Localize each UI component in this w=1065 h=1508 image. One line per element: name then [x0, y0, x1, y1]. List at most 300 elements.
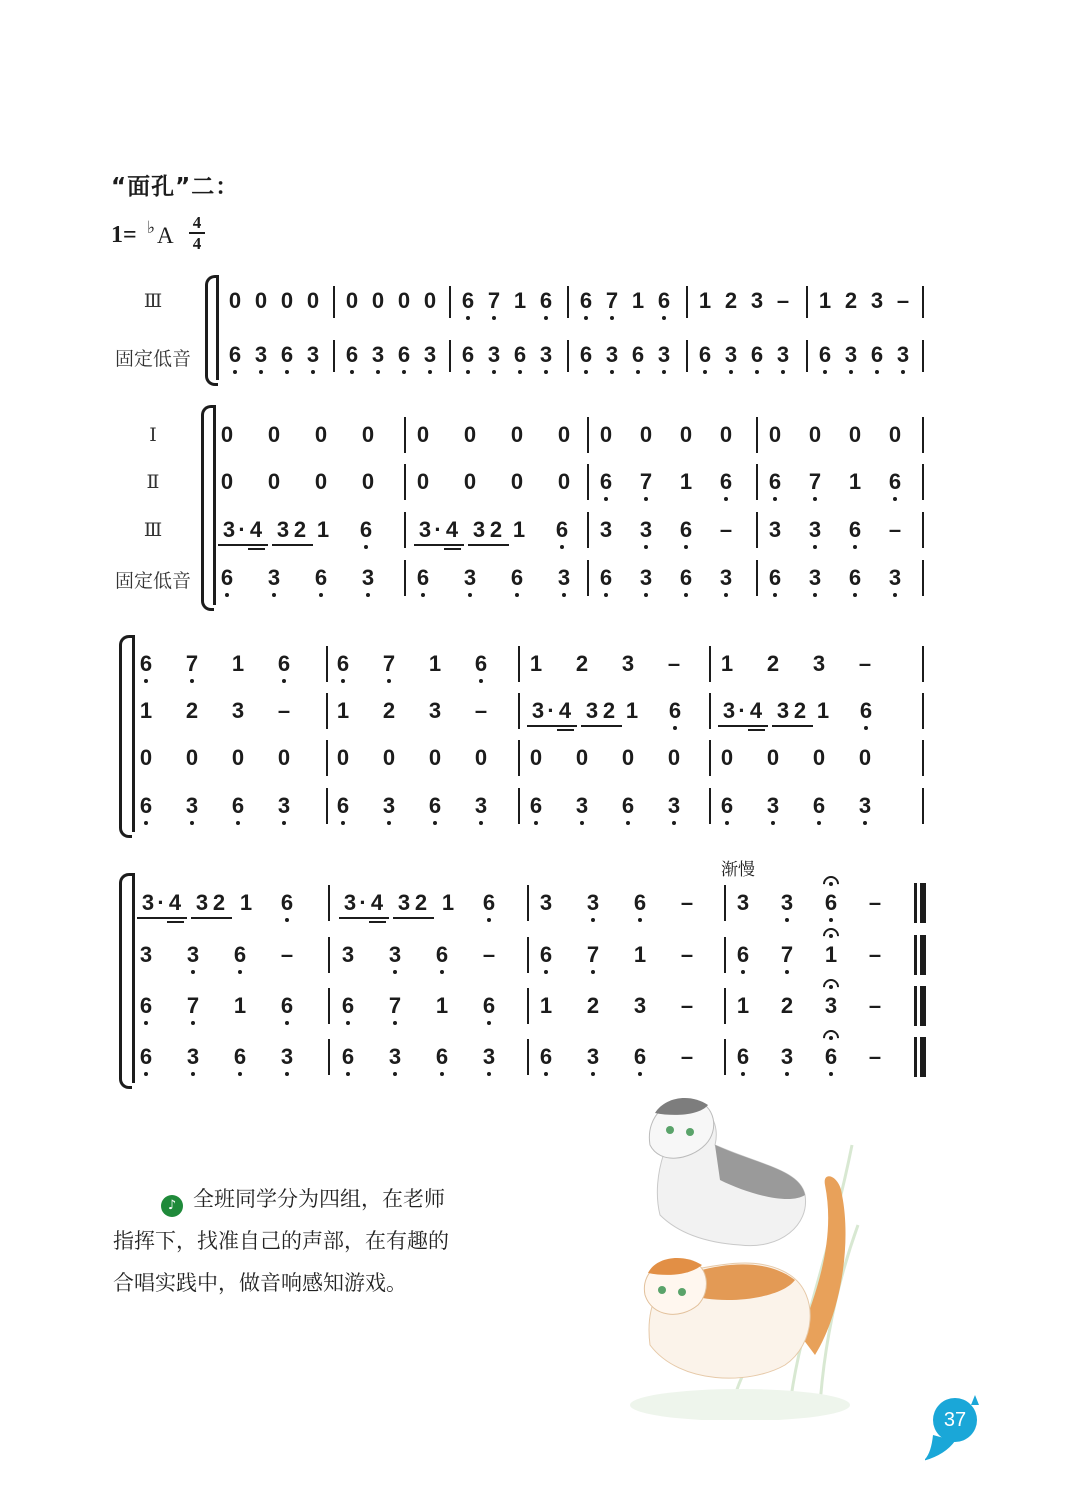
- note: 0: [345, 288, 359, 313]
- underline: [339, 917, 389, 919]
- note: 6: [524, 794, 548, 818]
- note: –: [868, 1044, 882, 1069]
- note: 2: [602, 698, 616, 723]
- note: 3: [181, 943, 205, 967]
- note: –: [680, 993, 694, 1018]
- barline: [724, 988, 726, 1024]
- note: 6: [226, 794, 250, 818]
- note: 3: [418, 517, 432, 542]
- label-voice-3: Ⅲ: [143, 290, 163, 312]
- barline: [922, 740, 924, 776]
- note: 1: [539, 993, 553, 1018]
- key-letter: A: [157, 223, 174, 248]
- barline: [724, 937, 726, 973]
- note: 3: [249, 343, 273, 367]
- underline: [191, 917, 232, 919]
- time-signature-top: 4: [192, 213, 202, 232]
- note: 0: [599, 422, 613, 447]
- barline: [806, 340, 808, 372]
- note: 6: [626, 343, 650, 367]
- note: 6: [534, 289, 558, 313]
- note: 3: [275, 1045, 299, 1069]
- system-bracket: [119, 873, 132, 1089]
- note: 6: [594, 470, 618, 494]
- barline: [709, 788, 711, 824]
- note: 1: [231, 651, 245, 676]
- barline: [756, 512, 758, 548]
- note: –: [868, 993, 882, 1018]
- flat-symbol: ♭: [147, 218, 156, 237]
- note: 2: [489, 517, 503, 542]
- note: 0: [336, 745, 350, 770]
- barline: [922, 512, 924, 548]
- note: 6: [693, 343, 717, 367]
- note: 3: [775, 891, 799, 915]
- note: 1: [736, 993, 750, 1018]
- note: 3: [870, 288, 884, 313]
- note: 1: [233, 993, 247, 1018]
- underline: [272, 544, 313, 546]
- note: 6: [134, 994, 158, 1018]
- barline: [914, 1037, 917, 1077]
- note: 6: [819, 1045, 843, 1069]
- note: 7: [600, 289, 624, 313]
- note: 0: [280, 288, 294, 313]
- note: 6: [574, 289, 598, 313]
- note: 6: [534, 943, 558, 967]
- note: 3: [195, 890, 209, 915]
- note: 6: [807, 794, 831, 818]
- note: 3: [531, 698, 545, 723]
- barline: [914, 935, 917, 975]
- note: 6: [508, 343, 532, 367]
- note: 3: [472, 517, 486, 542]
- barline: [518, 788, 520, 824]
- note: 7: [180, 652, 204, 676]
- note: 6: [813, 343, 837, 367]
- note: 3: [534, 343, 558, 367]
- note: 1: [441, 890, 455, 915]
- underline: [444, 548, 461, 550]
- barline: [326, 740, 328, 776]
- note: 0: [371, 288, 385, 313]
- note: 3: [891, 343, 915, 367]
- note: 6: [731, 1045, 755, 1069]
- note: 6: [550, 518, 574, 542]
- note: 3: [599, 517, 613, 542]
- note: 6: [134, 794, 158, 818]
- note: 2: [414, 890, 428, 915]
- note: 2: [382, 698, 396, 723]
- note: 0: [306, 288, 320, 313]
- note: 3: [262, 566, 286, 590]
- activity-icon: ♪: [161, 1195, 183, 1217]
- note: 7: [803, 470, 827, 494]
- barline: [333, 286, 335, 318]
- note: 6: [854, 699, 878, 723]
- note: 0: [720, 745, 734, 770]
- note: 6: [745, 343, 769, 367]
- note: –: [896, 288, 910, 313]
- note: –: [482, 942, 496, 967]
- note: 6: [843, 518, 867, 542]
- note: 0: [382, 745, 396, 770]
- note: 3: [776, 698, 790, 723]
- note: 6: [628, 891, 652, 915]
- label-bass: 固定低音: [114, 348, 191, 370]
- note: 6: [134, 1045, 158, 1069]
- instruction-line-1: ♪ 全班同学分为四组，在老师: [113, 1178, 513, 1220]
- ground-shadow: [630, 1389, 850, 1420]
- note: 2: [212, 890, 226, 915]
- note: 6: [865, 343, 889, 367]
- time-signature-bottom: 4: [192, 234, 202, 253]
- underline: [414, 544, 464, 546]
- note: 3: [222, 517, 236, 542]
- note: 3: [839, 343, 863, 367]
- barline: [709, 693, 711, 729]
- note: 3: [570, 794, 594, 818]
- note: 4: [445, 517, 459, 542]
- note: 0: [220, 422, 234, 447]
- note: 7: [181, 994, 205, 1018]
- barline: [587, 512, 589, 548]
- barline: [756, 464, 758, 500]
- barline: [922, 693, 924, 729]
- note: 6: [336, 1045, 360, 1069]
- underline: [581, 725, 622, 727]
- note: 3: [581, 891, 605, 915]
- barline: [914, 986, 917, 1026]
- note: 6: [715, 794, 739, 818]
- note: 3: [761, 794, 785, 818]
- note: 3: [141, 890, 155, 915]
- note: 6: [336, 994, 360, 1018]
- barline: [920, 935, 926, 975]
- note: 1: [720, 651, 734, 676]
- instruction-line-2: 指挥下，找准自己的声部，在有趣的: [113, 1229, 449, 1253]
- barline: [922, 560, 924, 596]
- note: –: [888, 517, 902, 542]
- barline: [920, 986, 926, 1026]
- note: 3: [750, 288, 764, 313]
- barline: [527, 988, 529, 1024]
- barline: [328, 885, 330, 921]
- note: 3: [803, 566, 827, 590]
- note: 3: [634, 566, 658, 590]
- note: 6: [354, 518, 378, 542]
- barline: [922, 417, 924, 453]
- note: –: [858, 651, 872, 676]
- grey-cat-drawing: [649, 1098, 805, 1246]
- note: 6: [574, 343, 598, 367]
- page-number: 37: [933, 1398, 977, 1442]
- note: 0: [766, 745, 780, 770]
- underline: [218, 544, 268, 546]
- note: 1: [529, 651, 543, 676]
- note: 3: [803, 518, 827, 542]
- note: 3: [621, 651, 635, 676]
- note: –: [680, 1044, 694, 1069]
- note: 6: [714, 470, 738, 494]
- note: 3: [469, 794, 493, 818]
- note: 3: [634, 518, 658, 542]
- note: 1: [435, 993, 449, 1018]
- note: 3: [662, 794, 686, 818]
- note: 0: [639, 422, 653, 447]
- note: 1: [316, 517, 330, 542]
- note: 3: [768, 517, 782, 542]
- note: 3: [301, 343, 325, 367]
- note: –: [667, 651, 681, 676]
- note: 2: [766, 651, 780, 676]
- note: 0: [679, 422, 693, 447]
- note: 7: [377, 652, 401, 676]
- note: 1: [818, 288, 832, 313]
- underline: [248, 548, 265, 550]
- label-bass: 固定低音: [114, 570, 191, 592]
- note: 6: [275, 994, 299, 1018]
- barline: [518, 646, 520, 682]
- note: –: [280, 942, 294, 967]
- note: 1: [633, 942, 647, 967]
- note: 3: [366, 343, 390, 367]
- note: 3: [539, 890, 553, 915]
- barline: [328, 1039, 330, 1075]
- barline: [527, 1039, 529, 1075]
- note: 3: [383, 1045, 407, 1069]
- barline: [806, 286, 808, 318]
- underline: [167, 921, 184, 923]
- note: 3: [180, 794, 204, 818]
- note: 0: [667, 745, 681, 770]
- note: 0: [220, 469, 234, 494]
- note: 0: [768, 422, 782, 447]
- note: 0: [848, 422, 862, 447]
- note: 3: [272, 794, 296, 818]
- note: 4: [249, 517, 263, 542]
- note: 2: [575, 651, 589, 676]
- note: 6: [763, 566, 787, 590]
- note: 4: [749, 698, 763, 723]
- note: 1: [698, 288, 712, 313]
- note: 6: [331, 652, 355, 676]
- note: 6: [469, 652, 493, 676]
- note: –: [474, 698, 488, 723]
- note: 6: [534, 1045, 558, 1069]
- barline: [922, 788, 924, 824]
- note: 6: [843, 566, 867, 590]
- barline: [686, 286, 688, 318]
- note: 2: [844, 288, 858, 313]
- note: 1: [631, 288, 645, 313]
- barline: [333, 340, 335, 372]
- system-bracket: [119, 635, 132, 838]
- note: 1: [625, 698, 639, 723]
- barline: [449, 286, 451, 318]
- note: 6: [674, 566, 698, 590]
- note: 3: [341, 942, 355, 967]
- note: 6: [456, 343, 480, 367]
- barline: [920, 1037, 926, 1077]
- note: 6: [616, 794, 640, 818]
- underline: [772, 725, 813, 727]
- note: 3: [581, 1045, 605, 1069]
- note: 2: [793, 698, 807, 723]
- note: –: [277, 698, 291, 723]
- note: 6: [477, 891, 501, 915]
- barline: [920, 883, 926, 923]
- note: 0: [812, 745, 826, 770]
- barline: [216, 275, 219, 380]
- note: 1: [512, 517, 526, 542]
- note: 3: [383, 943, 407, 967]
- note: 7: [634, 470, 658, 494]
- note: 0: [254, 288, 268, 313]
- note: –: [776, 288, 790, 313]
- note: 6: [663, 699, 687, 723]
- note: 3: [477, 1045, 501, 1069]
- label-voice-3: Ⅲ: [143, 519, 163, 541]
- note: 3: [775, 1045, 799, 1069]
- note: 4: [370, 890, 384, 915]
- key-one: 1=: [111, 222, 137, 248]
- note: 1: [679, 469, 693, 494]
- note: 0: [314, 422, 328, 447]
- note: 0: [416, 422, 430, 447]
- note: 0: [314, 469, 328, 494]
- note: 6: [731, 943, 755, 967]
- augmentation-dot: ·: [157, 890, 165, 915]
- note: 6: [652, 289, 676, 313]
- underline: [137, 917, 187, 919]
- note: 3: [812, 651, 826, 676]
- barline: [527, 885, 529, 921]
- note: 0: [888, 422, 902, 447]
- note: 0: [575, 745, 589, 770]
- note: 1: [336, 698, 350, 723]
- note: 0: [621, 745, 635, 770]
- note: 0: [510, 469, 524, 494]
- label-voice-2: Ⅱ: [146, 471, 160, 493]
- note: 3: [231, 698, 245, 723]
- note: 1: [139, 698, 153, 723]
- note: 3: [139, 942, 153, 967]
- barline: [404, 512, 406, 548]
- note: 6: [628, 1045, 652, 1069]
- note: 6: [215, 566, 239, 590]
- barline: [922, 340, 924, 372]
- underline: [557, 729, 574, 731]
- note: 6: [272, 652, 296, 676]
- barline: [686, 340, 688, 372]
- note: 0: [557, 422, 571, 447]
- barline: [518, 740, 520, 776]
- note: 0: [228, 288, 242, 313]
- note: 4: [558, 698, 572, 723]
- barline: [587, 464, 589, 500]
- augmentation-dot: ·: [547, 698, 555, 723]
- underline: [718, 725, 768, 727]
- note: 6: [423, 794, 447, 818]
- barline: [724, 885, 726, 921]
- augmentation-dot: ·: [238, 517, 246, 542]
- note: 0: [719, 422, 733, 447]
- underline: [369, 921, 386, 923]
- note: 0: [858, 745, 872, 770]
- underline: [468, 544, 509, 546]
- note: 6: [763, 470, 787, 494]
- barline: [404, 560, 406, 596]
- barline: [326, 693, 328, 729]
- note: 1: [816, 698, 830, 723]
- barline: [914, 883, 917, 923]
- note: 1: [239, 890, 253, 915]
- tempo-marking: 渐慢: [721, 860, 755, 880]
- barline: [449, 340, 451, 372]
- note: 0: [361, 422, 375, 447]
- barline: [328, 937, 330, 973]
- note: 0: [808, 422, 822, 447]
- note: 3: [552, 566, 576, 590]
- barline: [724, 1039, 726, 1075]
- note: 2: [586, 993, 600, 1018]
- barline: [567, 340, 569, 372]
- note: 3: [633, 993, 647, 1018]
- note: 6: [477, 994, 501, 1018]
- note: 0: [361, 469, 375, 494]
- barline: [922, 646, 924, 682]
- note: –: [719, 517, 733, 542]
- barline: [404, 464, 406, 500]
- note: 6: [456, 289, 480, 313]
- barline: [709, 740, 711, 776]
- note: 3: [736, 890, 750, 915]
- note: 0: [510, 422, 524, 447]
- note: –: [680, 942, 694, 967]
- note: 6: [430, 943, 454, 967]
- note: 0: [397, 288, 411, 313]
- note: 6: [819, 891, 843, 915]
- note: 0: [231, 745, 245, 770]
- note: 6: [331, 794, 355, 818]
- note: 6: [223, 343, 247, 367]
- page-number-badge: [925, 1395, 995, 1465]
- note: 7: [581, 943, 605, 967]
- note: 0: [557, 469, 571, 494]
- note: 3: [714, 566, 738, 590]
- note: 6: [275, 891, 299, 915]
- note: 0: [139, 745, 153, 770]
- cats-illustration: [590, 1085, 860, 1420]
- note: 0: [416, 469, 430, 494]
- note: 2: [293, 517, 307, 542]
- underline: [527, 725, 577, 727]
- note: 2: [185, 698, 199, 723]
- note: 0: [277, 745, 291, 770]
- barline: [587, 560, 589, 596]
- barline: [567, 286, 569, 318]
- note: 3: [428, 698, 442, 723]
- barline: [756, 560, 758, 596]
- barline: [709, 646, 711, 682]
- note: 3: [600, 343, 624, 367]
- barline: [756, 417, 758, 453]
- note: 3: [771, 343, 795, 367]
- note: 7: [775, 943, 799, 967]
- note: 3: [343, 890, 357, 915]
- note: 3: [722, 698, 736, 723]
